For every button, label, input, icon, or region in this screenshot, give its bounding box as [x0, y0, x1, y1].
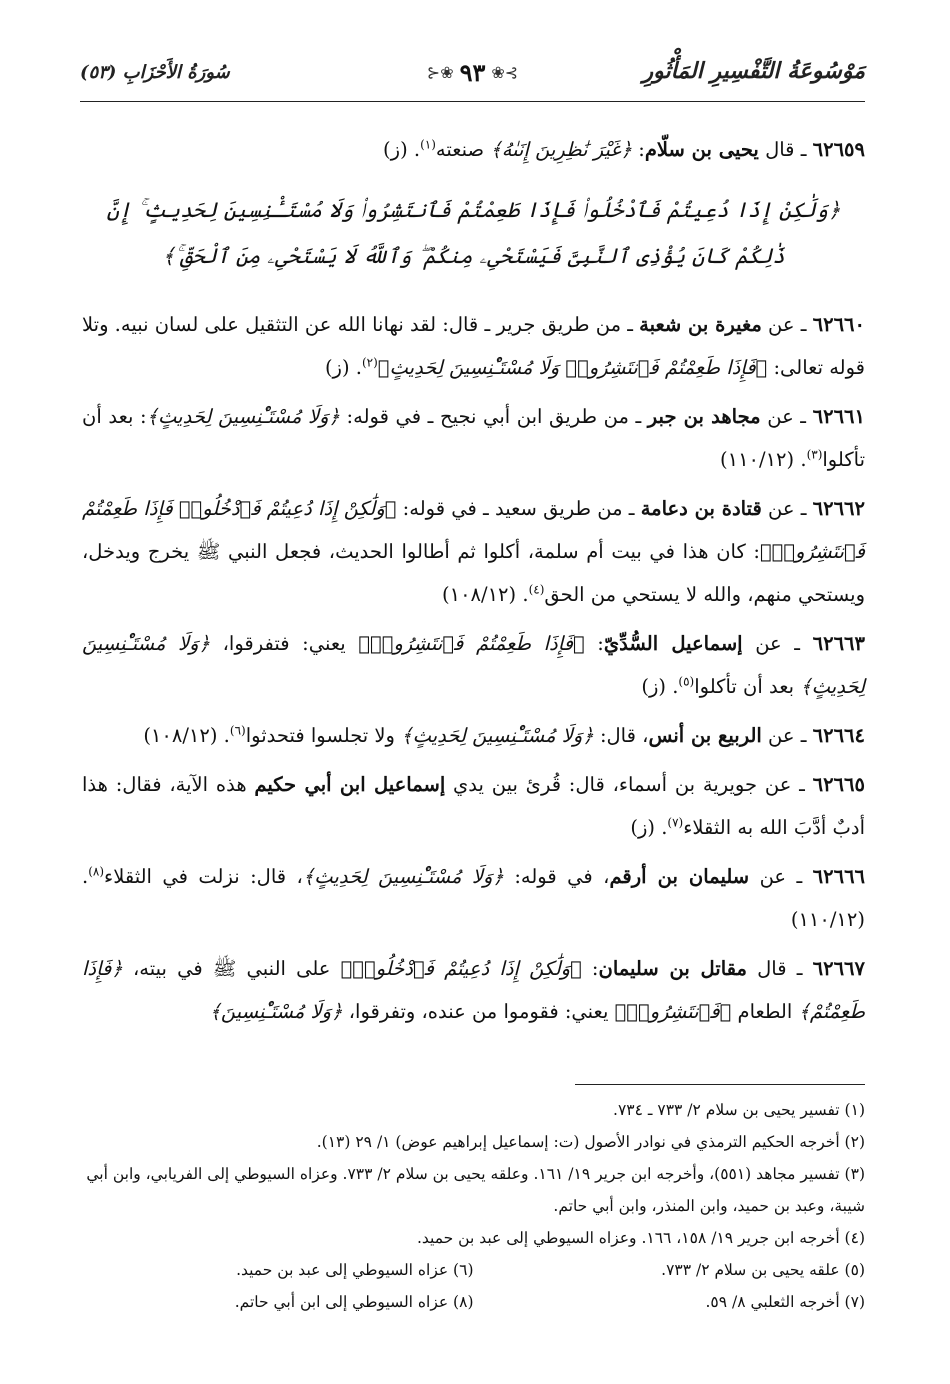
- entry-text: . (ز): [630, 816, 668, 839]
- entry-text: يعني: فتفرقوا،: [210, 632, 359, 655]
- footnote-1: (١) تفسير يحيى بن سلام ٢/ ٧٣٣ ـ ٧٣٤.: [613, 1101, 865, 1119]
- entry-number: ٦٢٦٦٤: [812, 724, 865, 747]
- footnote-ref: (٢): [361, 355, 378, 370]
- footnote-5: (٥) علقه يحيى بن سلام ٢/ ٧٣٣.: [661, 1261, 865, 1279]
- surah-title: سُورَةُ الأَحْزَابِ (٥٣): [80, 62, 230, 83]
- entry-number: ٦٢٦٦٣: [812, 632, 865, 655]
- narrator-name: الربيع بن أنس: [648, 724, 762, 747]
- entry-text: ، قال:: [593, 724, 649, 747]
- entry-text: ـ من طريق ابن أبي نجيح ـ في قوله:: [339, 405, 648, 428]
- entry-text: . (ز): [383, 138, 421, 161]
- entry-number: ٦٢٦٦٢: [812, 497, 865, 520]
- entry-text: ، قال: نزلت في الثقلاء: [104, 865, 303, 888]
- narrator-name: مجاهد بن جبر: [647, 405, 761, 428]
- entry-paragraph: [82, 855, 865, 941]
- ornament-right-icon: ❀⊰: [491, 63, 519, 82]
- page-header: [80, 58, 865, 98]
- entry-number: ٦٢٦٥٩: [812, 138, 865, 161]
- footnote-4: (٤) أخرجه ابن جرير ١٩/ ١٥٨، ١٦٦. وعزاه السيوطي إلى عبد بن حميد.: [416, 1229, 865, 1247]
- header-rule: [80, 101, 865, 102]
- quran-quote: ﴿فَإِذَا طَعِمْتُمْ فَٱنتَشِرُوا۟﴾: [358, 632, 585, 655]
- entry-text: . (ز): [641, 675, 679, 698]
- quran-quote: ﴿وَلَا مُسْتَـْٔنِسِينَ لِحَدِيثٍ﴾: [302, 865, 504, 888]
- entry-paragraph: [82, 763, 865, 849]
- page-number-group: [427, 58, 518, 87]
- entry-text: . (١٠٨/١٢): [143, 724, 230, 747]
- entry-text: ولا تجلسوا فتحدثوا: [245, 724, 402, 747]
- footnote-row-5-6: [82, 1254, 865, 1286]
- entries-after-ayah: [82, 303, 865, 1033]
- entry-text: يعني: فقوموا من عنده، وتفرقوا،: [342, 1000, 615, 1023]
- entry-text: . (١٠٨/١٢): [441, 583, 529, 606]
- footnote-ref: (٥): [678, 674, 695, 689]
- entry-number: ٦٢٦٦١: [812, 405, 865, 428]
- entry-number: ٦٢٦٦٥: [812, 773, 865, 796]
- entry-text: ـ عن: [761, 724, 813, 747]
- footnote-ref: (٨): [88, 864, 105, 879]
- entry-text: ـ من طريق سعيد ـ في قوله:: [396, 497, 641, 520]
- entry-number: ٦٢٦٦٠: [812, 313, 865, 336]
- entry-text: : كان هذا في بيت أم سلمة، أكلوا ثم أطالوا الحديث، فجعل النبي ﷺ يخرج ويدخل، ويستحي منهم، والله لا يستحي من الحق: [82, 540, 865, 606]
- quran-quote: ﴿وَلَا مُسْتَـْٔنِسِينَ لِحَدِيثٍ﴾: [82, 632, 865, 698]
- entry-text: ـ قال: [746, 957, 813, 980]
- ornament-left-icon: ⊱❀: [426, 63, 454, 82]
- quran-quote: ﴿فَٱنتَشِرُوا۟﴾: [614, 1000, 732, 1023]
- narrator-name: إسماعيل السُّدِّيّ: [603, 632, 743, 655]
- entry-paragraph: [82, 714, 865, 757]
- entry-text: ـ عن: [760, 405, 813, 428]
- narrator-name: إسماعيل ابن أبي حكيم: [254, 773, 446, 796]
- entry-text: هذه الآية، فقال: هذا أدبٌ أدَّبَ الله به الثقلاء: [82, 773, 865, 839]
- footnote-rule: [575, 1084, 865, 1085]
- entry-text: على النبي ﷺ في بيته،: [122, 957, 341, 980]
- entry-paragraph: [82, 128, 865, 171]
- footnote-6: (٦) عزاه السيوطي إلى عبد بن حميد.: [236, 1261, 474, 1279]
- quran-quote: ﴿فَإِذَا طَعِمْتُمْ فَٱنتَشِرُوا۟ وَلَا مُسْتَـْٔنِسِينَ لِحَدِيثٍ﴾: [377, 356, 768, 379]
- entry-number: ٦٢٦٦٦: [812, 865, 866, 888]
- entry-paragraph: [82, 487, 865, 616]
- entry-paragraph: [82, 395, 865, 481]
- quran-quote: ﴿غَيْرَ نَٰظِرِينَ إِنَىٰهُ﴾: [490, 138, 633, 161]
- footnote-ref: (١): [420, 137, 436, 152]
- entry-text: ، في قوله:: [503, 865, 610, 888]
- narrator-name: يحيى بن سلّام: [644, 138, 759, 161]
- footnote-ref: (٣): [806, 447, 823, 462]
- entry-text: : بعد أن تأكلوا: [82, 405, 865, 471]
- entry-text: . (١١٠/١٢): [82, 865, 865, 931]
- entry-text: :: [584, 632, 604, 655]
- footnote-8: (٨) عزاه السيوطي إلى ابن أبي حاتم.: [234, 1293, 474, 1311]
- entry-text: ـ عن: [749, 865, 813, 888]
- quran-quote: ﴿وَلَا مُسْتَـْٔنِسِينَ لِحَدِيثٍ﴾: [401, 724, 594, 747]
- entry-text: :: [632, 138, 645, 161]
- entry-text: ـ عن: [761, 497, 813, 520]
- narrator-name: مقاتل بن سليمان: [598, 957, 747, 980]
- narrator-name: قتادة بن دعامة: [640, 497, 762, 520]
- entry-paragraph: [82, 622, 865, 708]
- quran-quote: ﴿وَلَا مُسْتَـْٔنِسِينَ﴾: [209, 1000, 343, 1023]
- entry-paragraph: [82, 947, 865, 1033]
- footnotes: [82, 1094, 865, 1318]
- entry-text: الطعام: [731, 1000, 799, 1023]
- quran-quote: ﴿وَلَٰكِنْ إِذَا دُعِيتُمْ فَٱدْخُلُوا۟ فَإِذَا طَعِمْتُمْ فَٱنتَشِرُوا۟﴾: [82, 497, 865, 563]
- footnote-ref: (٤): [528, 582, 545, 597]
- quran-quote: ﴿فَإِذَا طَعِمْتُمْ﴾: [82, 957, 865, 1023]
- entry-text: ـ عن: [761, 313, 813, 336]
- narrator-name: سليمان بن أرقم: [609, 865, 750, 888]
- ayah-block: ﴿وَلَٰكِنْ إِذَا دُعِيتُمْ فَٱدْخُلُوا۟ فَإِذَا طَعِمْتُمْ فَٱنتَشِرُوا۟ وَلَا مُسْتَـْٔنِسِينَ لِحَدِيثٍ ۚ إِنَّ ذَٰلِكُمْ كَانَ يُؤْذِى ٱلنَّبِىَّ فَيَسْتَحْىِۦ مِنكُمْ ۖ وَٱللَّهُ لَا يَسْتَحْىِۦ مِنَ ٱلْحَقِّ ۚ﴾: [106, 198, 841, 268]
- footnote-7: (٧) أخرجه الثعلبي ٨/ ٥٩.: [705, 1293, 865, 1311]
- entry-text: ـ عن جويرية بن أسماء، قال: قُرئ بين يدي: [445, 773, 813, 796]
- quran-quote: ﴿وَلَا مُسْتَـْٔنِسِينَ لِحَدِيثٍ﴾: [146, 405, 340, 428]
- page-number: ٩٣: [459, 58, 486, 87]
- entry-text: ـ عن: [742, 632, 813, 655]
- entry-text: ـ من طريق جرير ـ قال: لقد نهانا الله عن التثقيل على لسان نبيه. وتلا قوله تعالى:: [82, 313, 865, 379]
- book-title: مَوْسُوعَةُ التَّفْسِيرِ المَأْثُورِ: [642, 58, 865, 84]
- entries-before-ayah: [82, 128, 865, 171]
- footnote-ref: (٦): [229, 723, 246, 738]
- entry-paragraph: [82, 303, 865, 389]
- footnote-3: (٣) تفسير مجاهد (٥٥١)، وأخرجه ابن جرير ١٩/ ١٦١. وعلقه يحيى بن سلام ٢/ ٧٣٣. وعزاه السيوطي إلى الفريابي، وابن أبي شيبة، وعبد بن حميد، وابن المنذر، وابن أبي حاتم.: [86, 1165, 865, 1215]
- narrator-name: مغيرة بن شعبة: [639, 313, 762, 336]
- entry-text: ـ قال: [758, 138, 813, 161]
- footnote-row-7-8: [82, 1286, 865, 1318]
- entry-number: ٦٢٦٦٧: [812, 957, 865, 980]
- footnote-ref: (٧): [667, 815, 684, 830]
- entry-text: :: [581, 957, 599, 980]
- entry-text: . (ز): [324, 356, 362, 379]
- quran-quote: ﴿وَلَٰكِنْ إِذَا دُعِيتُمْ فَٱدْخُلُوا۟﴾: [340, 957, 582, 980]
- footnote-2: (٢) أخرجه الحكيم الترمذي في نوادر الأصول (ت: إسماعيل إبراهيم عوض) ١/ ٢٩ (١٣).: [316, 1133, 865, 1151]
- entry-text: . (١١٠/١٢): [719, 448, 807, 471]
- entry-text: صنعته: [435, 138, 491, 161]
- entry-text: بعد أن تأكلوا: [694, 675, 801, 698]
- main-text: [82, 128, 865, 1039]
